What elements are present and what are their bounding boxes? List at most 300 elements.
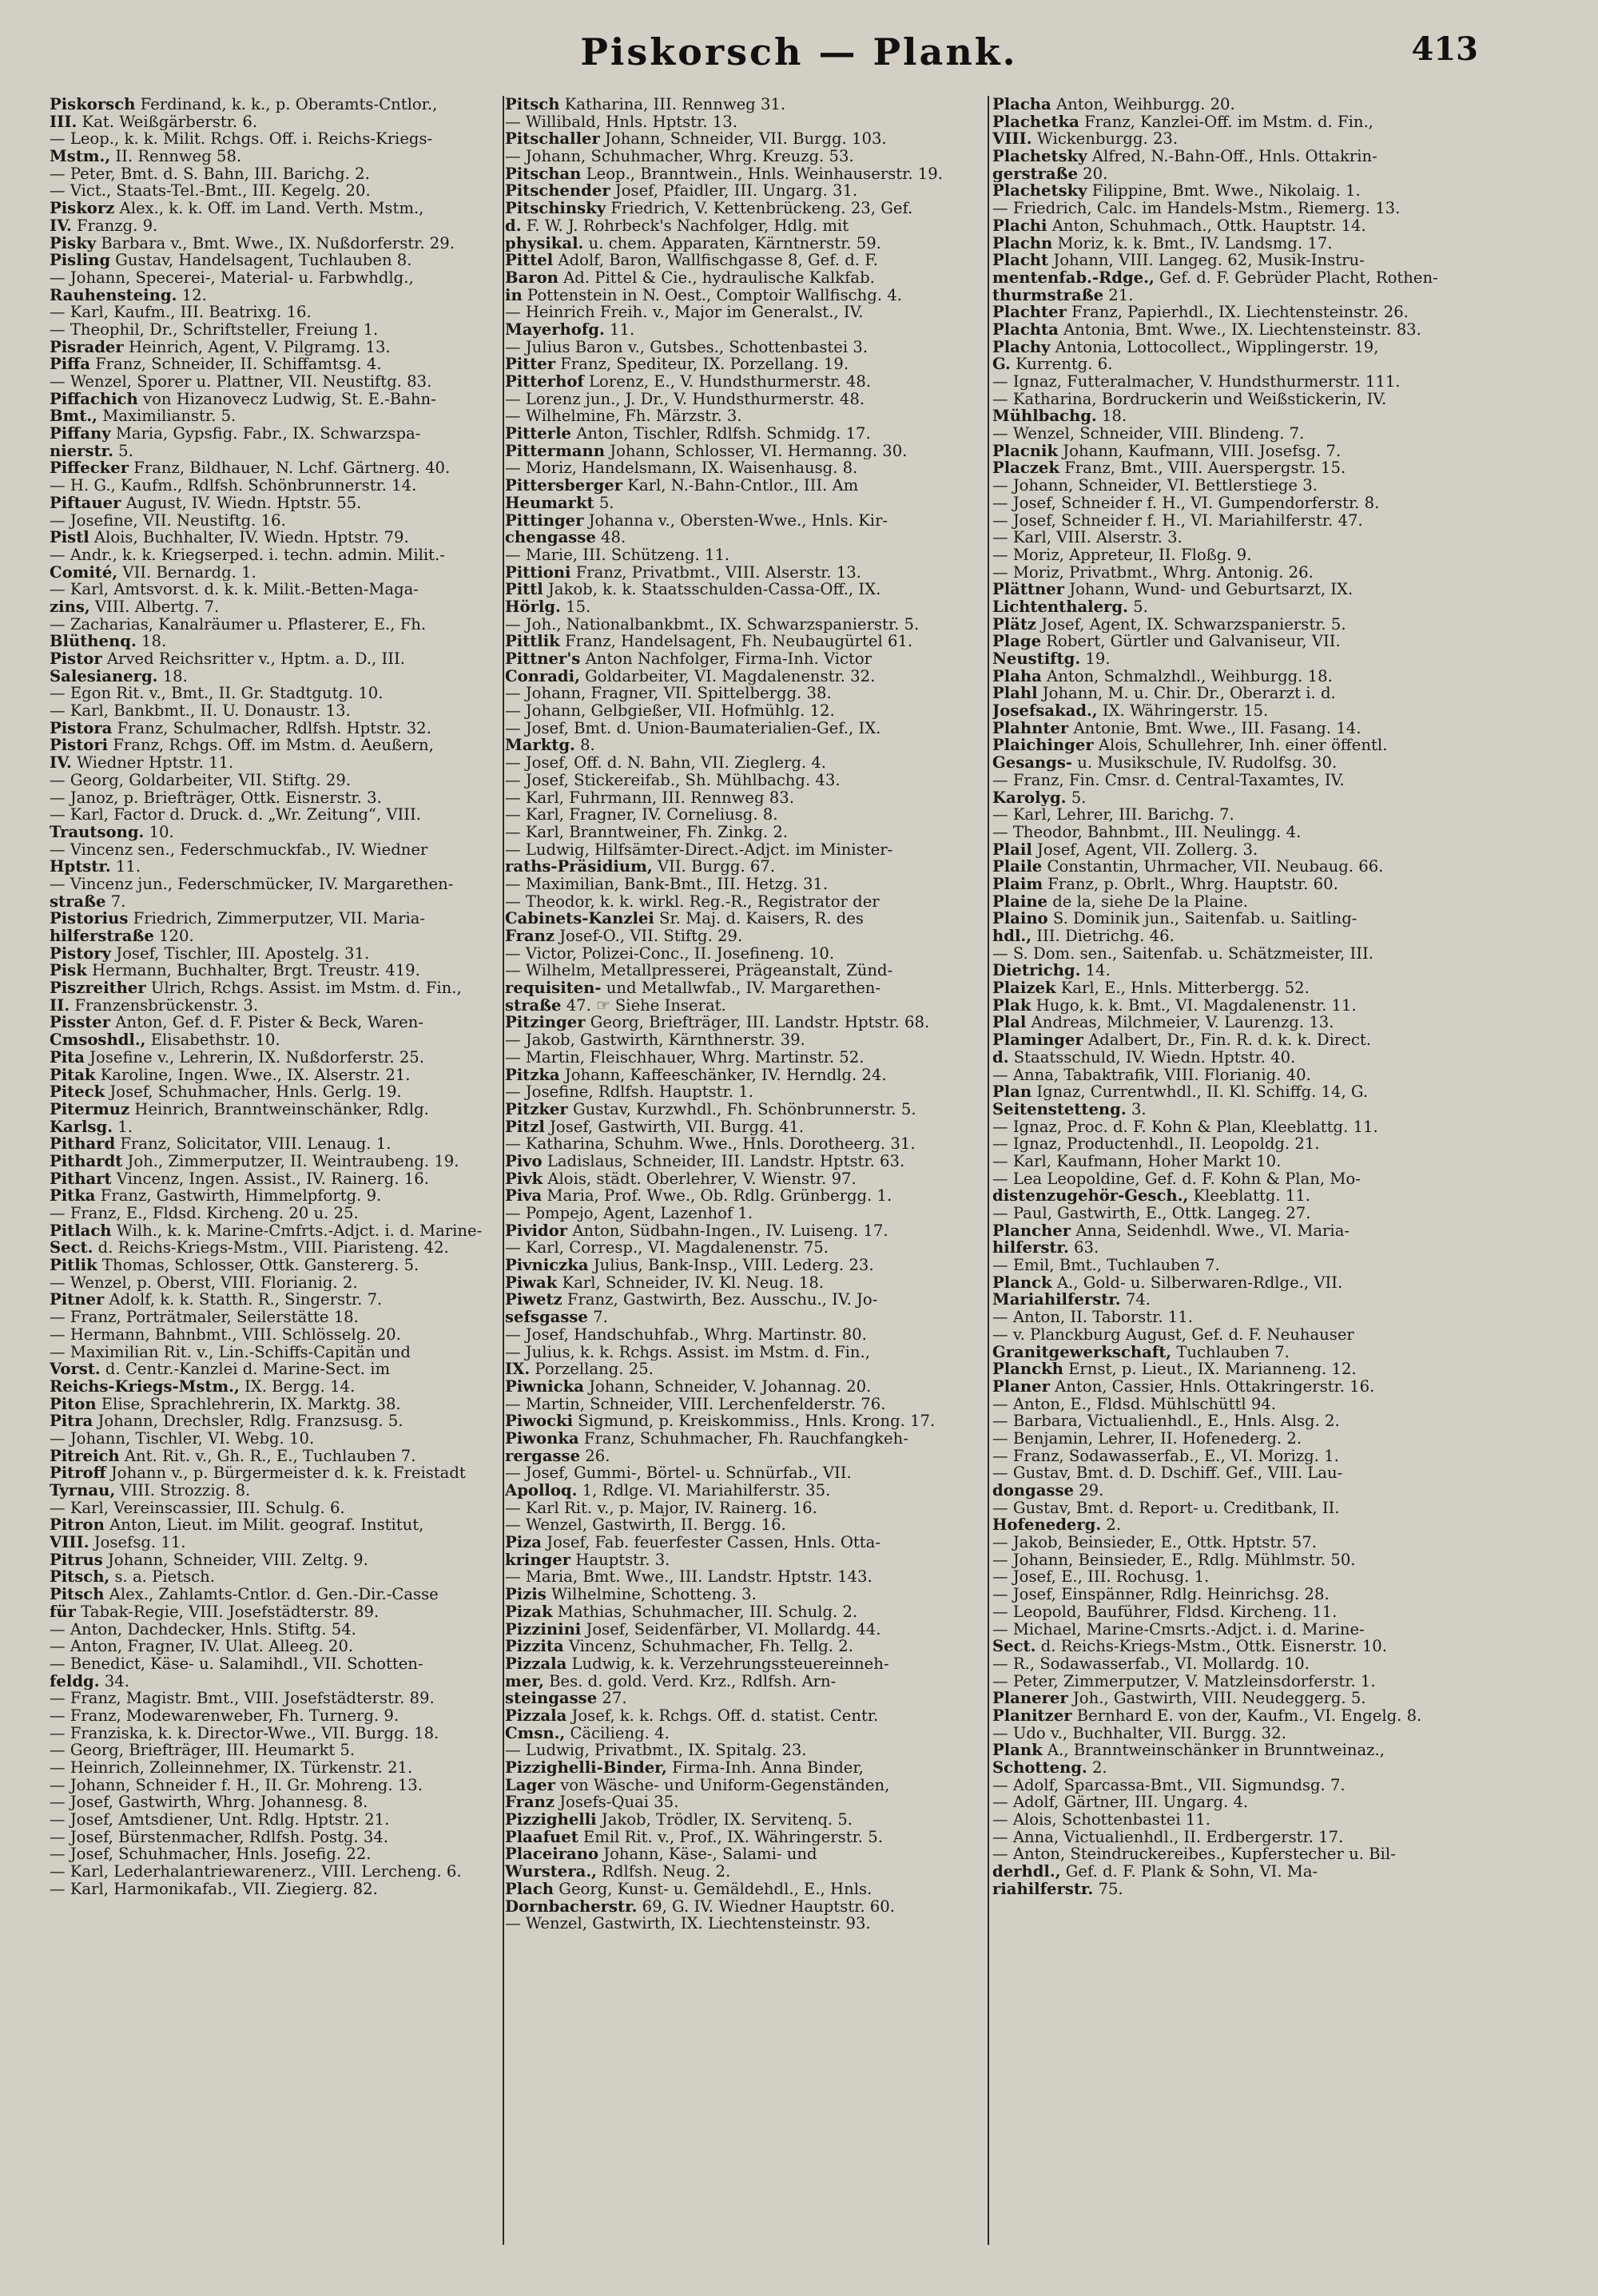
directory-entry-line: — Gustav, Bmt. d. Report- u. Creditbank, II.: [992, 1499, 1340, 1517]
directory-entry-line: steingasse 27.: [505, 1690, 627, 1707]
directory-entry-line: — Ludwig, Hilfsämter-Direct.-Adjct. im Minister-: [505, 840, 893, 859]
directory-entry-line: Plachetsky Alfred, N.-Bahn-Off., Hnls. Ottakrin-: [992, 148, 1377, 165]
directory-entry-line: Pitron Anton, Lieut. im Milit. geograf. Institut,: [50, 1516, 424, 1535]
directory-entry-line: Plach Georg, Kunst- u. Gemäldehdl., E., Hnls.: [505, 1880, 873, 1898]
directory-entry-line: Pitter Franz, Spediteur, IX. Porzellang. 19.: [505, 356, 849, 373]
directory-entry-line: Pithard Franz, Solicitator, VIII. Lenaug. 1.: [50, 1135, 392, 1153]
directory-entry-line: Planck A., Gold- u. Silberwaren-Rdlge., VII.: [992, 1273, 1343, 1292]
directory-entry-line: Plail Josef, Agent, VII. Zollerg. 3.: [992, 840, 1258, 859]
directory-entry-line: Pitroff Johann v., p. Bürgermeister d. k. k. Freistadt: [50, 1464, 466, 1482]
directory-entry-line: kringer Hauptstr. 3.: [505, 1551, 670, 1569]
directory-entry-line: — Karl, Fragner, IV. Corneliusg. 8.: [505, 806, 778, 824]
directory-entry-line: Piwak Karl, Schneider, IV. Kl. Neug. 18.: [505, 1273, 825, 1292]
directory-entry-line: dongasse 29.: [992, 1482, 1104, 1500]
directory-entry-line: Comité, VII. Bernardg. 1.: [50, 563, 256, 582]
directory-entry-line: — Franz, Porträtmaler, Seilerstätte 18.: [50, 1309, 359, 1326]
directory-column-3: [992, 96, 1478, 2253]
directory-entry-line: — Leop., k. k. Milit. Rchgs. Off. i. Reichs-Kriegs-: [50, 130, 433, 149]
directory-entry-line: — Josef, Handschuhfab., Whrg. Martinstr. 80.: [505, 1325, 867, 1344]
directory-entry-line: — Adolf, Sparcassa-Bmt., VII. Sigmundsg. 7.: [992, 1776, 1346, 1794]
directory-entry-line: — Georg, Briefträger, III. Heumarkt 5.: [50, 1742, 356, 1759]
directory-entry-line: — Georg, Goldarbeiter, VII. Stiftg. 29.: [50, 771, 352, 789]
directory-entry-line: Placha Anton, Weihburgg. 20.: [992, 96, 1235, 113]
directory-entry-line: Placnik Johann, Kaufmann, VIII. Josefsg. 7.: [992, 442, 1342, 460]
directory-entry-line: — Karl, Kaufmann, Hoher Markt 10.: [992, 1152, 1282, 1170]
directory-entry-line: Pitterhof Lorenz, E., V. Hundsthurmerstr. 48.: [505, 373, 872, 391]
directory-entry-line: — Vincenz sen., Federschmuckfab., IV. Wiedner: [50, 840, 428, 859]
directory-entry-line: Plaminger Adalbert, Dr., Fin. R. d. k. k. Direct.: [992, 1031, 1371, 1049]
directory-entry-line: — Anton, Fragner, IV. Ulat. Alleeg. 20.: [50, 1638, 354, 1655]
directory-entry-line: — Katharina, Bordruckerin und Weißstickerin, IV.: [992, 390, 1387, 408]
directory-entry-line: — Franz, Fin. Cmsr. d. Central-Taxamtes, IV.: [992, 771, 1345, 789]
directory-entry-line: — Lorenz jun., J. Dr., V. Hundsthurmerstr. 48.: [505, 390, 865, 408]
directory-entry-line: — Maximilian, Bank-Bmt., III. Hetzg. 31.: [505, 875, 829, 893]
directory-entry-line: Pistor Arved Reichsritter v., Hptm. a. D., III.: [50, 650, 405, 668]
directory-entry-line: — Ignaz, Proc. d. F. Kohn & Plan, Kleeblattg. 11.: [992, 1118, 1378, 1136]
directory-entry-line: Piffany Maria, Gypsfig. Fabr., IX. Schwarzspa-: [50, 425, 421, 443]
directory-entry-line: Plak Hugo, k. k. Bmt., VI. Magdalenenstr. 11.: [992, 996, 1357, 1015]
directory-entry-line: Plachetsky Filippine, Bmt. Wwe., Nikolaig. 1.: [992, 182, 1361, 201]
directory-entry-line: straße 7.: [50, 892, 126, 911]
directory-entry-line: — Johann, Tischler, VI. Webg. 10.: [50, 1429, 315, 1448]
directory-entry-line: Plahnter Antonie, Bmt. Wwe., III. Fasang. 14.: [992, 719, 1361, 737]
directory-entry-line: distenzugehör-Gesch., Kleeblattg. 11.: [992, 1187, 1311, 1205]
directory-entry-line: Sect. d. Reichs-Kriegs-Mstm., Ottk. Eisnerstr. 10.: [992, 1638, 1387, 1655]
directory-entry-line: Pitreich Ant. Rit. v., Gh. R., E., Tuchlauben 7.: [50, 1447, 416, 1465]
directory-entry-line: — Ignaz, Productenhdl., II. Leopoldg. 21.: [992, 1135, 1320, 1153]
directory-entry-line: Baron Ad. Pittel & Cie., hydraulische Kalkfab.: [505, 268, 875, 287]
directory-entry-line: — Josef, Gummi-, Börtel- u. Schnürfab., VII.: [505, 1464, 852, 1482]
directory-entry-line: G. Kurrentg. 6.: [992, 356, 1113, 373]
directory-entry-line: Pitzl Josef, Gastwirth, VII. Burgg. 41.: [505, 1118, 805, 1136]
directory-entry-line: Placeirano Johann, Käse-, Salami- und: [505, 1845, 817, 1864]
directory-entry-line: Pivo Ladislaus, Schneider, III. Landstr. Hptstr. 63.: [505, 1152, 905, 1170]
directory-entry-line: Planerer Joh., Gastwirth, VIII. Neudeggerg. 5.: [992, 1690, 1366, 1707]
directory-entry-line: — v. Planckburg August, Gef. d. F. Neuhauser: [992, 1325, 1354, 1344]
directory-entry-line: — Karl, Vereinscassier, III. Schulg. 6.: [50, 1499, 345, 1517]
directory-entry-line: Neustiftg. 19.: [992, 650, 1111, 668]
directory-entry-line: — Theodor, Bahnbmt., III. Neulingg. 4.: [992, 823, 1302, 841]
directory-entry-line: Cabinets-Kanzlei Sr. Maj. d. Kaisers, R. des: [505, 910, 864, 928]
directory-entry-line: — Gustav, Bmt. d. D. Dschiff. Gef., VIII. Lau-: [992, 1464, 1343, 1482]
directory-entry-line: — Victor, Polizei-Conc., II. Josefineng. 10.: [505, 944, 835, 963]
directory-entry-line: Piwocki Sigmund, p. Kreiskommiss., Hnls. Krong. 17.: [505, 1412, 936, 1430]
directory-entry-line: Plaafuet Emil Rit. v., Prof., IX. Währingerstr. 5.: [505, 1828, 883, 1846]
directory-entry-line: Conradi, Goldarbeiter, VI. Magdalenenstr. 32.: [505, 667, 876, 685]
directory-entry-line: Piskorsch Ferdinand, k. k., p. Oberamts-Cntlor.,: [50, 96, 438, 113]
directory-entry-line: Pizis Wilhelmine, Schotteng. 3.: [505, 1586, 757, 1603]
directory-entry-line: Hptstr. 11.: [50, 858, 141, 876]
directory-entry-line: Placht Johann, VIII. Langeg. 62, Musik-Instru-: [992, 252, 1365, 269]
directory-entry-line: straße 47. ☞ Siehe Inserat.: [505, 996, 726, 1015]
directory-entry-line: Franz Josef-O., VII. Stiftg. 29.: [505, 928, 743, 945]
directory-entry-line: hilferstr. 63.: [992, 1239, 1099, 1257]
directory-entry-line: — Joh., Nationalbankbmt., IX. Schwarzspanierstr. 5.: [505, 615, 920, 634]
directory-entry-line: Pitzker Gustav, Kurzwhdl., Fh. Schönbrunnerstr. 5.: [505, 1100, 916, 1118]
directory-entry-line: — Lea Leopoldine, Gef. d. F. Kohn & Plan, Mo-: [992, 1170, 1361, 1188]
directory-entry-line: — Karl, Corresp., VI. Magdalenenstr. 75.: [505, 1239, 829, 1257]
directory-entry-line: Pivniczka Julius, Bank-Insp., VIII. Lederg. 23.: [505, 1257, 874, 1274]
directory-entry-line: Plaichinger Alois, Schullehrer, Inh. einer öffentl.: [992, 737, 1388, 755]
directory-entry-line: — Emil, Bmt., Tuchlauben 7.: [992, 1257, 1220, 1274]
directory-entry-line: Bmt., Maximilianstr. 5.: [50, 407, 237, 426]
directory-entry-line: Piwnicka Johann, Schneider, V. Johannag. 20.: [505, 1377, 872, 1396]
directory-entry-line: — Vict., Staats-Tel.-Bmt., III. Kegelg. 20.: [50, 182, 371, 201]
directory-entry-line: Pithardt Joh., Zimmerputzer, II. Weintraubeng. 19.: [50, 1152, 459, 1170]
directory-entry-line: Pizzita Vincenz, Schuhmacher, Fh. Tellg. 2.: [505, 1638, 853, 1655]
directory-entry-line: — Johann, Beinsieder, E., Rdlg. Mühlmstr. 50.: [992, 1551, 1356, 1569]
directory-entry-line: Plaile Constantin, Uhrmacher, VII. Neubaug. 66.: [992, 858, 1384, 876]
directory-entry-line: — Wilhelm, Metallpresserei, Prägeanstalt, Zünd-: [505, 962, 893, 980]
directory-entry-line: Pitschender Josef, Pfaidler, III. Ungarg. 31.: [505, 182, 858, 201]
directory-entry-line: — Johann, Schneider, VI. Bettlerstiege 3.: [992, 477, 1318, 495]
directory-entry-line: Hörlg. 15.: [505, 598, 591, 616]
directory-entry-line: Plahl Johann, M. u. Chir. Dr., Oberarzt i. d.: [992, 685, 1336, 703]
directory-entry-line: — Alois, Schottenbastei 11.: [992, 1811, 1210, 1829]
directory-entry-line: Pita Josefine v., Lehrerin, IX. Nußdorferstr. 25.: [50, 1048, 424, 1067]
directory-entry-line: — Karl, Lehrer, III. Barichg. 7.: [992, 806, 1234, 824]
directory-entry-line: Plal Andreas, Milchmeier, V. Laurenzg. 13.: [992, 1014, 1334, 1032]
directory-entry-line: raths-Präsidium, VII. Burgg. 67.: [505, 858, 776, 876]
directory-entry-line: — Johann, Schneider f. H., II. Gr. Mohreng. 13.: [50, 1776, 423, 1794]
directory-entry-line: — Adolf, Gärtner, III. Ungarg. 4.: [992, 1794, 1249, 1812]
directory-entry-line: Blüthenq. 18.: [50, 633, 167, 650]
directory-entry-line: Mstm., II. Rennweg 58.: [50, 148, 242, 165]
directory-entry-line: Pittinger Johanna v., Obersten-Wwe., Hnls. Kir-: [505, 511, 888, 530]
directory-entry-line: — Anna, Tabaktrafik, VIII. Florianig. 40.: [992, 1066, 1311, 1084]
directory-entry-line: — Heinrich Freih. v., Major im Generalst., IV.: [505, 304, 864, 321]
directory-entry-line: Piffa Franz, Schneider, II. Schiffamtsg. 4.: [50, 356, 382, 373]
directory-entry-line: — Theodor, k. k. wirkl. Reg.-R., Registrator der: [505, 892, 880, 911]
directory-entry-line: Plachy Antonia, Lottocollect., Wipplingerstr. 19,: [992, 338, 1379, 356]
directory-entry-line: — Moriz, Privatbmt., Whrg. Antonig. 26.: [992, 563, 1314, 582]
directory-entry-line: — Franziska, k. k. Director-Wwe., VII. Burgg. 18.: [50, 1724, 439, 1742]
page-number: 413: [1411, 30, 1478, 68]
directory-entry-line: — Josef, Einspänner, Rdlg. Heinrichsg. 28.: [992, 1586, 1330, 1603]
directory-column-2: [505, 96, 984, 2253]
directory-entry-line: — Maximilian Rit. v., Lin.-Schiffs-Capitän und: [50, 1343, 411, 1361]
directory-entry-line: Pisling Gustav, Handelsagent, Tuchlauben 8.: [50, 252, 412, 269]
directory-entry-line: Pisky Barbara v., Bmt. Wwe., IX. Nußdorferstr. 29.: [50, 234, 455, 252]
directory-entry-line: Lichtenthalerg. 5.: [992, 598, 1148, 616]
directory-entry-line: Salesianerg. 18.: [50, 667, 188, 685]
directory-entry-line: Placzek Franz, Bmt., VIII. Auerspergstr. 15.: [992, 459, 1346, 478]
directory-entry-line: Reichs-Kriegs-Mstm., IX. Bergg. 14.: [50, 1377, 356, 1396]
directory-entry-line: — Vincenz jun., Federschmücker, IV. Margarethen-: [50, 875, 454, 893]
directory-entry-line: Rauhensteing. 12.: [50, 286, 207, 304]
directory-entry-line: — Jakob, Gastwirth, Kärnthnerstr. 39.: [505, 1031, 805, 1049]
directory-entry-line: — Martin, Fleischhauer, Whrg. Martinstr. 52.: [505, 1048, 865, 1067]
page-title: Piskorsch — Plank.: [580, 30, 1018, 73]
column-divider: [988, 96, 989, 2245]
directory-entry-line: Piftauer August, IV. Wiedn. Hptstr. 55.: [50, 494, 362, 512]
directory-entry-line: d. Staatsschuld, IV. Wiedn. Hptstr. 40.: [992, 1048, 1296, 1067]
directory-entry-line: — Anton, Steindruckereibes., Kupferstecher u. Bil-: [992, 1845, 1396, 1864]
directory-entry-line: Pitzinger Georg, Briefträger, III. Landstr. Hptstr. 68.: [505, 1014, 930, 1032]
directory-entry-line: Pisk Hermann, Buchhalter, Brgt. Treustr. 419.: [50, 962, 420, 980]
directory-entry-line: — Johann, Fragner, VII. Spittelbergg. 38.: [505, 685, 832, 703]
directory-entry-line: — Barbara, Victualienhdl., E., Hnls. Alsg. 2.: [992, 1412, 1340, 1430]
directory-entry-line: — Wenzel, Sporer u. Plattner, VII. Neustiftg. 83.: [50, 373, 432, 391]
directory-entry-line: Pistora Franz, Schulmacher, Rdlfsh. Hptstr. 32.: [50, 719, 431, 737]
directory-entry-line: Pitsch Alex., Zahlamts-Cntlor. d. Gen.-Dir.-Casse: [50, 1586, 439, 1603]
directory-entry-line: Pizzinini Josef, Seidenfärber, VI. Mollardg. 44.: [505, 1620, 881, 1639]
directory-entry-line: Hofenederg. 2.: [992, 1516, 1122, 1535]
directory-entry-line: Gesangs- u. Musikschule, IV. Rudolfsg. 30.: [992, 754, 1338, 772]
directory-entry-line: — Julius, k. k. Rchgs. Assist. im Mstm. d. Fin.,: [505, 1343, 870, 1361]
directory-entry-line: Tyrnau, VIII. Strozzig. 8.: [50, 1482, 251, 1500]
directory-entry-line: — Karl, Harmonikafab., VII. Ziegierg. 82.: [50, 1880, 378, 1898]
directory-entry-line: — Katharina, Schuhm. Wwe., Hnls. Dorotheerg. 31.: [505, 1135, 916, 1153]
directory-entry-line: — Karl Rit. v., p. Major, IV. Rainerg. 16.: [505, 1499, 817, 1517]
directory-entry-line: Dietrichg. 14.: [992, 962, 1111, 980]
directory-entry-line: Trautsong. 10.: [50, 823, 174, 841]
directory-entry-line: — Josef, Gastwirth, Whrg. Johannesg. 8.: [50, 1794, 368, 1812]
directory-entry-line: III. Kat. Weißgärberstr. 6.: [50, 113, 258, 131]
directory-entry-line: Plachetka Franz, Kanzlei-Off. im Mstm. d. Fin.,: [992, 113, 1373, 131]
directory-entry-line: — Martin, Schneider, VIII. Lerchenfelderstr. 76.: [505, 1395, 886, 1413]
directory-entry-line: — Wilhelmine, Fh. Märzstr. 3.: [505, 407, 742, 426]
directory-entry-line: Pittersberger Karl, N.-Bahn-Cntlor., III. Am: [505, 477, 859, 495]
directory-entry-line: — Ludwig, Privatbmt., IX. Spitalg. 23.: [505, 1742, 807, 1759]
directory-entry-line: Karlsg. 1.: [50, 1118, 133, 1136]
directory-entry-line: Plank A., Branntweinschänker in Brunntweinaz.,: [992, 1742, 1385, 1759]
directory-entry-line: Plaizek Karl, E., Hnls. Mitterbergg. 52.: [992, 979, 1310, 997]
directory-entry-line: — S. Dom. sen., Saitenfab. u. Schätzmeister, III.: [992, 944, 1373, 963]
directory-entry-line: Piva Maria, Prof. Wwe., Ob. Rdlg. Grünbergg. 1.: [505, 1187, 892, 1205]
directory-entry-line: — R., Sodawasserfab., VI. Mollardg. 10.: [992, 1654, 1310, 1673]
directory-entry-line: — Heinrich, Zolleinnehmer, IX. Türkenstr. 21.: [50, 1759, 413, 1777]
directory-entry-line: — Josef, Schneider f. H., VI. Gumpendorferstr. 8.: [992, 494, 1380, 512]
directory-entry-line: Pittlik Franz, Handelsagent, Fh. Neubaugürtel 61.: [505, 633, 913, 650]
directory-entry-line: Pizzighelli Jakob, Trödler, IX. Servitenq. 5.: [505, 1811, 853, 1829]
directory-entry-line: Pitra Johann, Drechsler, Rdlg. Franzsusg. 5.: [50, 1412, 403, 1430]
directory-entry-line: Pittl Jakob, k. k. Staatsschulden-Cassa-Off., IX.: [505, 581, 881, 598]
directory-entry-line: — Franz, Magistr. Bmt., VIII. Josefstädterstr. 89.: [50, 1690, 435, 1707]
directory-entry-line: chengasse 48.: [505, 529, 626, 546]
directory-entry-line: physikal. u. chem. Apparaten, Kärntnerstr. 59.: [505, 234, 881, 252]
directory-entry-line: Piton Elise, Sprachlehrerin, IX. Marktg. 38.: [50, 1395, 401, 1413]
directory-entry-line: Plachi Anton, Schuhmach., Ottk. Hauptstr. 14.: [992, 216, 1366, 235]
directory-entry-line: — Karl, Bankbmt., II. U. Donaustr. 13.: [50, 702, 351, 720]
directory-entry-line: — Janoz, p. Briefträger, Ottk. Eisnerstr. 3.: [50, 789, 382, 807]
directory-entry-line: Pitner Adolf, k. k. Statth. R., Singerstr. 7.: [50, 1291, 383, 1309]
directory-entry-line: Pistorius Friedrich, Zimmerputzer, VII. Maria-: [50, 910, 426, 928]
directory-entry-line: — Wenzel, Gastwirth, II. Bergg. 16.: [505, 1516, 786, 1535]
directory-entry-line: Pittel Adolf, Baron, Wallfischgasse 8, Gef. d. F.: [505, 252, 878, 269]
directory-entry-line: — Peter, Zimmerputzer, V. Matzleinsdorferstr. 1.: [992, 1672, 1376, 1690]
directory-entry-line: derhdl., Gef. d. F. Plank & Sohn, VI. Ma-: [992, 1863, 1318, 1881]
directory-entry-line: Pisrader Heinrich, Agent, V. Pilgramg. 13.: [50, 338, 391, 356]
directory-entry-line: Pivk Alois, städt. Oberlehrer, V. Wienstr. 97.: [505, 1170, 857, 1188]
directory-entry-line: Pitterle Anton, Tischler, Rdlfsh. Schmidg. 17.: [505, 425, 871, 443]
directory-entry-line: Piskorz Alex., k. k. Off. im Land. Verth. Mstm.,: [50, 200, 424, 217]
directory-entry-line: Pistori Franz, Rchgs. Off. im Mstm. d. Aeußern,: [50, 737, 434, 755]
directory-entry-line: Heumarkt 5.: [505, 494, 614, 512]
directory-entry-line: Piszreither Ulrich, Rchgs. Assist. im Mstm. d. Fin.,: [50, 979, 462, 997]
directory-entry-line: — Josef, Off. d. N. Bahn, VII. Zieglerg. 4.: [505, 754, 827, 772]
directory-entry-line: — Paul, Gastwirth, E., Ottk. Langeg. 27.: [992, 1205, 1311, 1222]
directory-entry-line: Pividor Anton, Südbahn-Ingen., IV. Luiseng. 17.: [505, 1221, 888, 1240]
directory-entry-line: thurmstraße 21.: [992, 286, 1134, 304]
directory-entry-line: Wurstera., Rdlfsh. Neug. 2.: [505, 1863, 731, 1881]
directory-entry-line: Pittermann Johann, Schlosser, VI. Hermanng. 30.: [505, 442, 908, 460]
directory-entry-line: — Karl, Branntweiner, Fh. Zinkg. 2.: [505, 823, 789, 841]
directory-entry-line: — Karl, Lederhalantriewarenerz., VIII. Lercheng. 6.: [50, 1863, 462, 1881]
directory-entry-line: Seitenstetteng. 3.: [992, 1100, 1147, 1118]
directory-entry-line: — Johann, Specerei-, Material- u. Farbwhdlg.,: [50, 268, 414, 287]
directory-entry-line: — Marie, III. Schützeng. 11.: [505, 546, 730, 564]
directory-entry-line: Pithart Vincenz, Ingen. Assist., IV. Rainerg. 16.: [50, 1170, 429, 1188]
directory-entry-line: — Egon Rit. v., Bmt., II. Gr. Stadtgutg. 10.: [50, 685, 384, 703]
directory-entry-line: gerstraße 20.: [992, 165, 1108, 183]
directory-entry-line: — Leopold, Bauführer, Fldsd. Kircheng. 11.: [992, 1603, 1338, 1621]
directory-entry-line: Pitsch Katharina, III. Rennweg 31.: [505, 96, 786, 113]
directory-entry-line: — Wenzel, p. Oberst, VIII. Florianig. 2.: [50, 1273, 358, 1292]
directory-entry-line: — Anton, E., Fldsd. Mühlschüttl 94.: [992, 1395, 1277, 1413]
directory-entry-line: hdl., III. Dietrichg. 46.: [992, 928, 1175, 945]
directory-entry-line: — Andr., k. k. Kriegserped. i. techn. admin. Milit.-: [50, 546, 445, 564]
directory-entry-line: — Wenzel, Gastwirth, IX. Liechtensteinstr. 93.: [505, 1915, 871, 1933]
directory-entry-line: Piwonka Franz, Schuhmacher, Fh. Rauchfangkeh-: [505, 1429, 908, 1448]
directory-entry-line: — Karl, Amtsvorst. d. k. k. Milit.-Betten-Maga-: [50, 581, 419, 598]
directory-entry-line: Pisster Anton, Gef. d. F. Pister & Beck, Waren-: [50, 1014, 423, 1032]
directory-entry-line: — Anton, II. Taborstr. 11.: [992, 1309, 1193, 1326]
directory-entry-line: Karolyg. 5.: [992, 789, 1087, 807]
directory-entry-line: Pittioni Franz, Privatbmt., VIII. Alserstr. 13.: [505, 563, 861, 582]
directory-entry-line: Pitka Franz, Gastwirth, Himmelpfortg. 9.: [50, 1187, 382, 1205]
directory-entry-line: rergasse 26.: [505, 1447, 610, 1465]
column-divider: [503, 96, 504, 2245]
directory-entry-line: Lager von Wäsche- und Uniform-Gegenständen,: [505, 1776, 890, 1794]
directory-entry-line: — Willibald, Hnls. Hptstr. 13.: [505, 113, 737, 131]
directory-entry-line: — Karl, Fuhrmann, III. Rennweg 83.: [505, 789, 794, 807]
directory-entry-line: — Josef, Bürstenmacher, Rdlfsh. Postg. 34.: [50, 1828, 389, 1846]
page-header: [0, 24, 1598, 88]
directory-entry-line: — Josef, Schuhmacher, Hnls. Josefig. 22.: [50, 1845, 372, 1864]
directory-entry-line: — Benjamin, Lehrer, II. Hofenederg. 2.: [992, 1429, 1302, 1448]
directory-entry-line: Plachter Franz, Papierhdl., IX. Liechtensteinstr. 26.: [992, 304, 1409, 321]
directory-entry-line: VIII. Josefsg. 11.: [50, 1534, 186, 1551]
directory-entry-line: IX. Porzellang. 25.: [505, 1361, 654, 1378]
directory-entry-line: Granitgewerkschaft, Tuchlauben 7.: [992, 1343, 1290, 1361]
directory-entry-line: Apolloq. 1, Rdlge. VI. Mariahilferstr. 35.: [505, 1482, 831, 1500]
directory-entry-line: mentenfab.-Rdge., Gef. d. F. Gebrüder Placht, Rothen-: [992, 268, 1438, 287]
directory-entry-line: — Anna, Victualienhdl., II. Erdbergerstr. 17.: [992, 1828, 1344, 1846]
directory-entry-line: Planckh Ernst, p. Lieut., IX. Marianneng. 12.: [992, 1361, 1357, 1378]
directory-entry-line: — Josef, Schneider f. H., VI. Mariahilferstr. 47.: [992, 511, 1363, 530]
directory-entry-line: VIII. Wickenburgg. 23.: [992, 130, 1179, 149]
directory-entry-line: Plaino S. Dominik jun., Saitenfab. u. Saitling-: [992, 910, 1358, 928]
directory-entry-line: — Josefine, Rdlfsh. Hauptstr. 1.: [505, 1083, 753, 1101]
directory-entry-line: Pistory Josef, Tischler, III. Apostelg. 31.: [50, 944, 370, 963]
directory-entry-line: mer, Bes. d. gold. Verd. Krz., Rdlfsh. Arn-: [505, 1672, 837, 1690]
directory-entry-line: — Josef, Stickereifab., Sh. Mühlbachg. 43.: [505, 771, 841, 789]
directory-entry-line: Pistl Alois, Buchhalter, IV. Wiedn. Hptstr. 79.: [50, 529, 409, 546]
directory-entry-line: — Maria, Bmt. Wwe., III. Landstr. Hptstr. 143.: [505, 1568, 873, 1587]
directory-entry-line: — Moriz, Appreteur, II. Floßg. 9.: [992, 546, 1252, 564]
directory-entry-line: Planer Anton, Cassier, Hnls. Ottakringerstr. 16.: [992, 1377, 1375, 1396]
directory-entry-line: Plaine de la, siehe De la Plaine.: [992, 892, 1248, 911]
directory-entry-line: d. F. W. J. Rohrbeck's Nachfolger, Hdlg. mit: [505, 216, 849, 235]
directory-entry-line: Pizzala Josef, k. k. Rchgs. Off. d. statist. Centr.: [505, 1706, 879, 1725]
directory-entry-line: Pitrus Johann, Schneider, VIII. Zeltg. 9.: [50, 1551, 368, 1569]
directory-entry-line: — Karl, VIII. Alserstr. 3.: [992, 529, 1183, 546]
directory-entry-line: — Julius Baron v., Gutsbes., Schottenbastei 3.: [505, 338, 869, 356]
directory-entry-line: — Karl, Kaufm., III. Beatrixg. 16.: [50, 304, 312, 321]
directory-entry-line: — Hermann, Bahnbmt., VIII. Schlösselg. 20.: [50, 1325, 401, 1344]
directory-entry-line: Pitschan Leop., Branntwein., Hnls. Weinhauserstr. 19.: [505, 165, 943, 183]
directory-entry-line: Plaim Franz, p. Obrlt., Whrg. Hauptstr. 60.: [992, 875, 1338, 893]
directory-entry-line: feldg. 34.: [50, 1672, 129, 1690]
directory-entry-line: Schotteng. 2.: [992, 1759, 1107, 1777]
directory-entry-line: Sect. d. Reichs-Kriegs-Mstm., VIII. Piaristeng. 42.: [50, 1239, 449, 1257]
directory-entry-line: Marktg. 8.: [505, 737, 595, 755]
directory-entry-line: requisiten- und Metallwfab., IV. Margarethen-: [505, 979, 881, 997]
directory-column-1: [50, 96, 503, 2253]
directory-entry-line: — Theophil, Dr., Schriftsteller, Freiung 1.: [50, 320, 379, 339]
directory-entry-line: Plachn Moriz, k. k. Bmt., IV. Landsmg. 17.: [992, 234, 1333, 252]
directory-entry-line: hilferstraße 120.: [50, 928, 194, 945]
directory-entry-line: Mariahilferstr. 74.: [992, 1291, 1151, 1309]
directory-entry-line: — Franz, Modewarenweber, Fh. Turnerg. 9.: [50, 1706, 400, 1725]
directory-entry-line: — Johann, Schuhmacher, Whrg. Kreuzg. 53.: [505, 148, 854, 165]
directory-entry-line: — Franz, Sodawasserfab., E., VI. Morizg. 1.: [992, 1447, 1339, 1465]
directory-entry-line: Pizzighelli-Binder, Firma-Inh. Anna Binder,: [505, 1759, 864, 1777]
directory-entry-line: Pitak Karoline, Ingen. Wwe., IX. Alserstr. 21.: [50, 1066, 411, 1084]
directory-entry-line: Dornbacherstr. 69, G. IV. Wiedner Hauptstr. 60.: [505, 1897, 895, 1916]
directory-entry-line: Pittner's Anton Nachfolger, Firma-Inh. Victor: [505, 650, 873, 668]
directory-entry-line: Cmsoshdl., Elisabethstr. 10.: [50, 1031, 280, 1049]
directory-entry-line: Piteck Josef, Schuhmacher, Hnls. Gerlg. 19.: [50, 1083, 402, 1101]
directory-entry-line: Pitlik Thomas, Schlosser, Ottk. Ganstererg. 5.: [50, 1257, 419, 1274]
directory-entry-line: Planitzer Bernhard E. von der, Kaufm., VI. Engelg. 8.: [992, 1706, 1422, 1725]
directory-entry-line: — Franz, E., Fldsd. Kircheng. 20 u. 25.: [50, 1205, 359, 1222]
directory-entry-line: Cmsn., Cäcilieng. 4.: [505, 1724, 670, 1742]
directory-entry-line: in Pottenstein in N. Oest., Comptoir Wallfischg. 4.: [505, 286, 902, 304]
directory-entry-line: Plancher Anna, Seidenhdl. Wwe., VI. Maria-: [992, 1221, 1350, 1240]
directory-entry-line: — Pompejo, Agent, Lazenhof 1.: [505, 1205, 753, 1222]
directory-entry-line: Pizak Mathias, Schuhmacher, III. Schulg. 2.: [505, 1603, 858, 1621]
directory-entry-line: — Josefine, VII. Neustiftg. 16.: [50, 511, 286, 530]
directory-entry-line: — Jakob, Beinsieder, E., Ottk. Hptstr. 57.: [992, 1534, 1318, 1551]
directory-entry-line: — Josef, Bmt. d. Union-Baumaterialien-Gef., IX.: [505, 719, 881, 737]
directory-entry-line: Plätz Josef, Agent, IX. Schwarzspanierstr. 5.: [992, 615, 1346, 634]
directory-entry-line: — Udo v., Buchhalter, VII. Burgg. 32.: [992, 1724, 1286, 1742]
directory-entry-line: Franz Josefs-Quai 35.: [505, 1794, 679, 1812]
directory-entry-line: — Ignaz, Futteralmacher, V. Hundsthurmerstr. 111.: [992, 373, 1401, 391]
directory-entry-line: Vorst. d. Centr.-Kanzlei d. Marine-Sect. im: [50, 1361, 391, 1378]
directory-entry-line: IV. Franzg. 9.: [50, 216, 158, 235]
directory-entry-line: nierstr. 5.: [50, 442, 133, 460]
directory-entry-line: zins, VIII. Albertg. 7.: [50, 598, 220, 616]
directory-entry-line: IV. Wiedner Hptstr. 11.: [50, 754, 234, 772]
directory-entry-line: — Josef, E., III. Rochusg. 1.: [992, 1568, 1210, 1587]
directory-entry-line: — Moriz, Handelsmann, IX. Waisenhausg. 8.: [505, 459, 858, 478]
directory-entry-line: — Johann, Gelbgießer, VII. Hofmühlg. 12.: [505, 702, 835, 720]
directory-entry-line: Pitschaller Johann, Schneider, VII. Burgg. 103.: [505, 130, 887, 149]
directory-entry-line: Plättner Johann, Wund- und Geburtsarzt, IX.: [992, 581, 1354, 598]
directory-entry-line: — Wenzel, Schneider, VIII. Blindeng. 7.: [992, 425, 1305, 443]
directory-entry-line: Mayerhofg. 11.: [505, 320, 635, 339]
directory-entry-line: — Karl, Factor d. Druck. d. „Wr. Zeitung“, VIII.: [50, 806, 421, 824]
directory-entry-line: II. Franzensbrückenstr. 3.: [50, 996, 259, 1015]
directory-entry-line: — Josef, Amtsdiener, Unt. Rdlg. Hptstr. 21.: [50, 1811, 390, 1829]
directory-entry-line: Plaha Anton, Schmalzhdl., Weihburgg. 18.: [992, 667, 1333, 685]
directory-entry-line: Josefsakad., IX. Währingerstr. 15.: [992, 702, 1269, 720]
directory-entry-line: — Benedict, Käse- u. Salamihdl., VII. Schotten-: [50, 1654, 423, 1673]
directory-entry-line: Piwetz Franz, Gastwirth, Bez. Ausschu., IV. Jo-: [505, 1291, 878, 1309]
